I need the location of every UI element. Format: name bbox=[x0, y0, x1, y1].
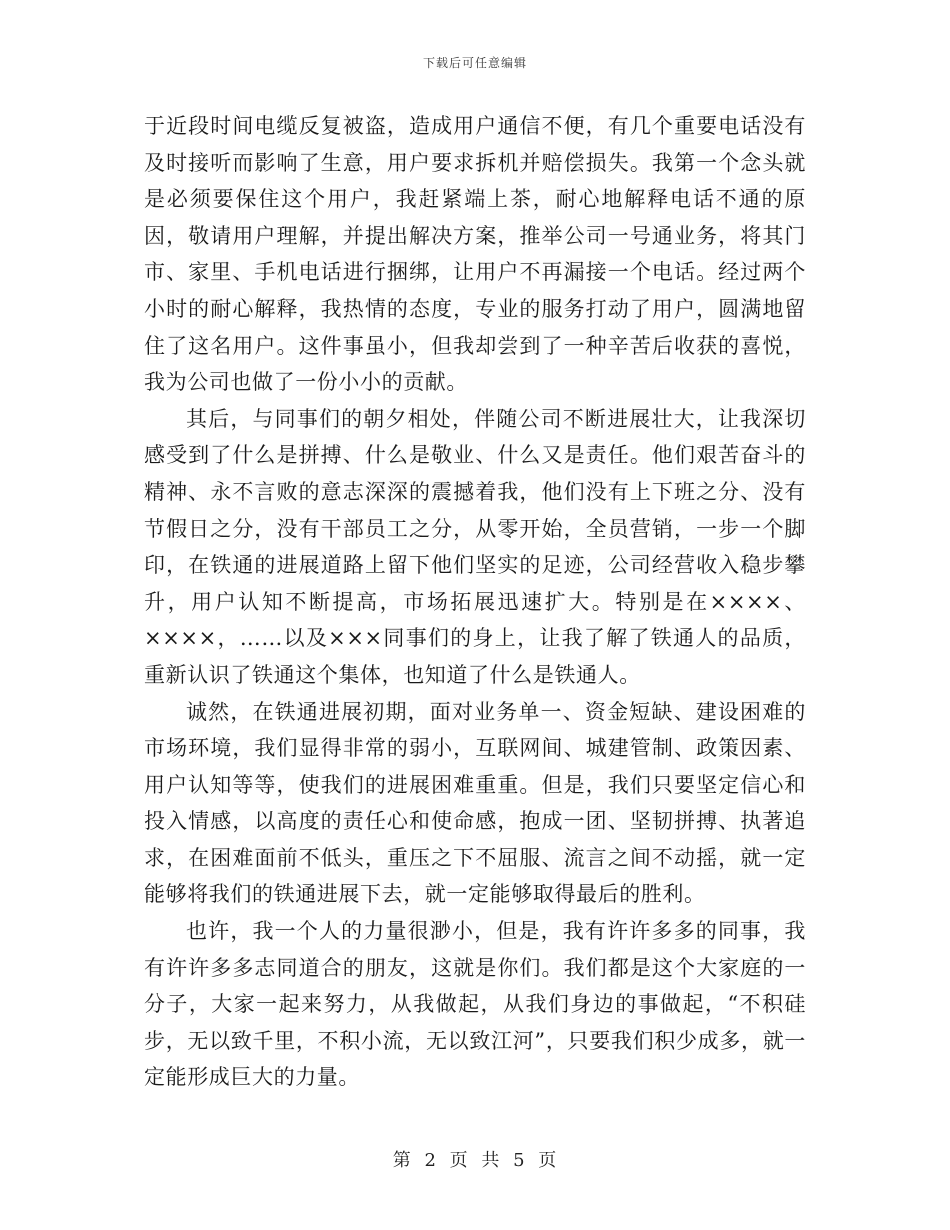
paragraph-4: 也许，我一个人的力量很渺小，但是，我有许许多多的同事，我有许许多多志同道合的朋友，这就是你们。我们都是这个大家庭的一分子，大家一起来努力，从我做起，从我们身边的事做起，“不积硅步，无以致千里，不积小流，无以致江河”，只要我们积少成多，就一定能形成巨大的力量。 bbox=[144, 919, 806, 1090]
document-body bbox=[144, 108, 806, 1096]
page-footer-page-number: 第 2 页 共 5 页 bbox=[392, 1150, 558, 1171]
paragraph-1: 于近段时间电缆反复被盗，造成用户通信不便，有几个重要电话没有及时接听而影响了生意，用户要求拆机并赔偿损失。我第一个念头就是必须要保住这个用户，我赶紧端上茶，耐心地解释电话不通的原因，敬请用户理解，并提出解决方案，推举公司一号通业务，将其门市、家里、手机电话进行捆绑，让用户不再漏接一个电话。经过两个小时的耐心解释，我热情的态度，专业的服务打动了用户，圆满地留住了这名用户。这件事虽小，但我却尝到了一种辛苦后收获的喜悦，我为公司也做了一份小小的贡献。 bbox=[144, 114, 806, 395]
paragraph-2: 其后，与同事们的朝夕相处，伴随公司不断进展壮大，让我深切感受到了什么是拼搏、什么是敬业、什么又是责任。他们艰苦奋斗的精神、永不言败的意志深深的震撼着我，他们没有上下班之分、没有节假日之分，没有干部员工之分，从零开始，全员营销，一步一个脚印，在铁通的进展道路上留下他们坚实的足迹，公司经营收入稳步攀升，用户认知不断提高，市场拓展迅速扩大。特别是在××××、××××，……以及×××同事们的身上，让我了解了铁通人的品质，重新认识了铁通这个集体，也知道了什么是铁通人。 bbox=[144, 406, 806, 687]
paragraph-3: 诚然，在铁通进展初期，面对业务单一、资金短缺、建设困难的市场环境，我们显得非常的弱小，互联网间、城建管制、政策因素、用户认知等等，使我们的进展困难重重。但是，我们只要坚定信心和投入情感，以高度的责任心和使命感，抱成一团、坚韧拼搏、执著追求，在困难面前不低头，重压之下不屈服、流言之间不动摇，就一定能够将我们的铁通进展下去，就一定能够取得最后的胜利。 bbox=[144, 699, 806, 907]
page-header: 下载后可任意编辑 bbox=[422, 56, 527, 70]
